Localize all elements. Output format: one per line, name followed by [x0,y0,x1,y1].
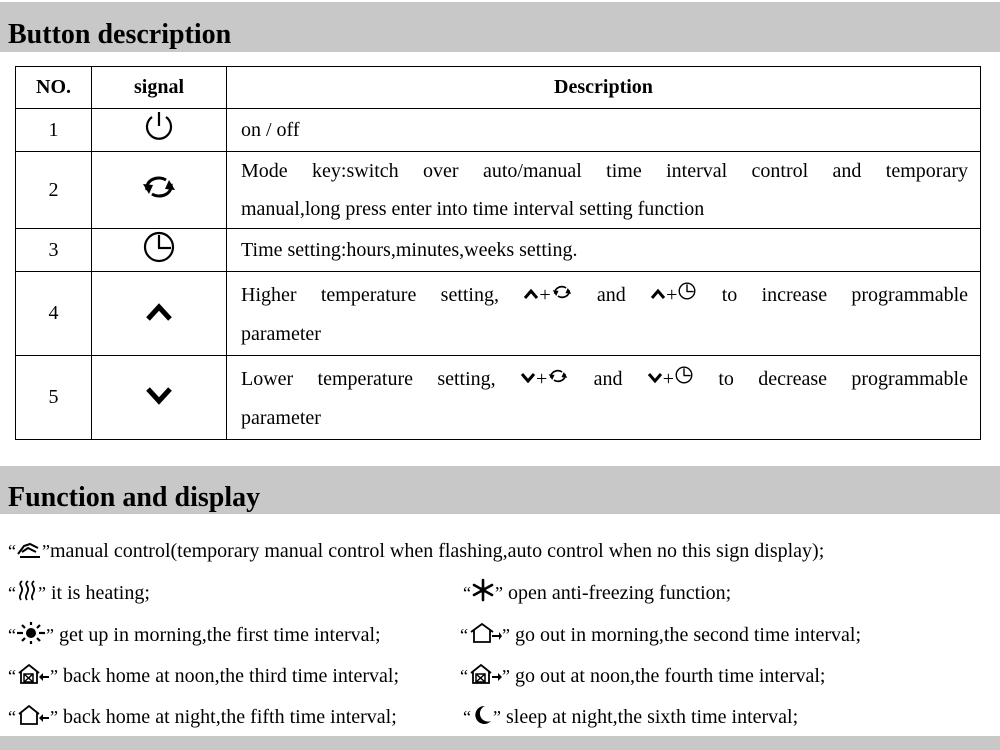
row-number: 5 [16,356,92,440]
table-header-row [16,67,981,109]
snowflake-icon [471,578,495,602]
chevron-up-icon [523,287,539,301]
row-description-line: parameter [241,323,321,346]
row-description-line: Higher temperature setting, + and + to increase programmable [241,275,968,317]
section-divider [0,736,1000,750]
function-line-manual: “ ”manual control(temporary manual control when flashing,auto control when no this sign display); [8,540,825,562]
hand-icon [16,540,42,560]
row-description-line: manual,long press enter into time interval setting function [241,198,705,220]
chevron-down-icon [144,383,174,407]
function-line-interval-3-4: “ ” back home at noon,the third time interval; “ ” go out at noon,the fourth time interval; [8,665,826,687]
mode-cycle-icon [140,172,178,202]
function-line-interval-5-6: “ ” back home at night,the fifth time interval; “ ” sleep at night,the sixth time interval; [8,706,799,728]
house-return-night-icon [16,704,50,726]
row-description-line: Mode key:switch over auto/manual time interval control and temporary [241,160,968,182]
row-number: 3 [16,229,92,272]
clock-icon [141,229,177,265]
header-no: NO. [16,67,92,109]
table-row [16,229,981,272]
row-description: Time setting:hours,minutes,weeks setting. [241,238,578,261]
row-number: 1 [16,109,92,152]
chevron-up-icon [144,299,174,323]
function-line-heating: “ ” it is heating; “ ” open anti-freezing function; [8,578,998,608]
chevron-down-icon [520,371,536,385]
function-line-interval-1-2: “ ” get up in morning,the first time interval; “ ” go out in morning,the second time interval; [8,624,862,646]
header-description: Description [227,67,981,109]
chevron-down-icon [647,371,663,385]
house-leave-icon [468,622,502,644]
button-description-table [15,66,981,440]
heating-icon [16,580,38,602]
table-row [16,152,981,229]
house-leave-noon-icon [468,663,502,685]
row-description-line: parameter [241,407,321,430]
table-row [16,356,981,440]
power-icon [142,109,176,145]
clock-icon [677,281,697,301]
table-row [16,109,981,152]
moon-icon [471,704,493,726]
section-title-button-description: Button description [0,2,1000,52]
section-title-function-display: Function and display [0,466,1000,514]
row-number: 2 [16,152,92,229]
mode-cycle-icon [551,283,573,301]
row-number: 4 [16,272,92,356]
row-description: on / off [241,118,300,141]
table-row [16,272,981,356]
chevron-up-icon [650,287,666,301]
clock-icon [674,365,694,385]
house-return-noon-icon [16,663,50,685]
mode-cycle-icon [547,367,569,385]
sun-icon [16,622,46,644]
header-signal: signal [92,67,227,109]
row-description-line: Lower temperature setting, + and + to decrease programmable [241,359,968,401]
